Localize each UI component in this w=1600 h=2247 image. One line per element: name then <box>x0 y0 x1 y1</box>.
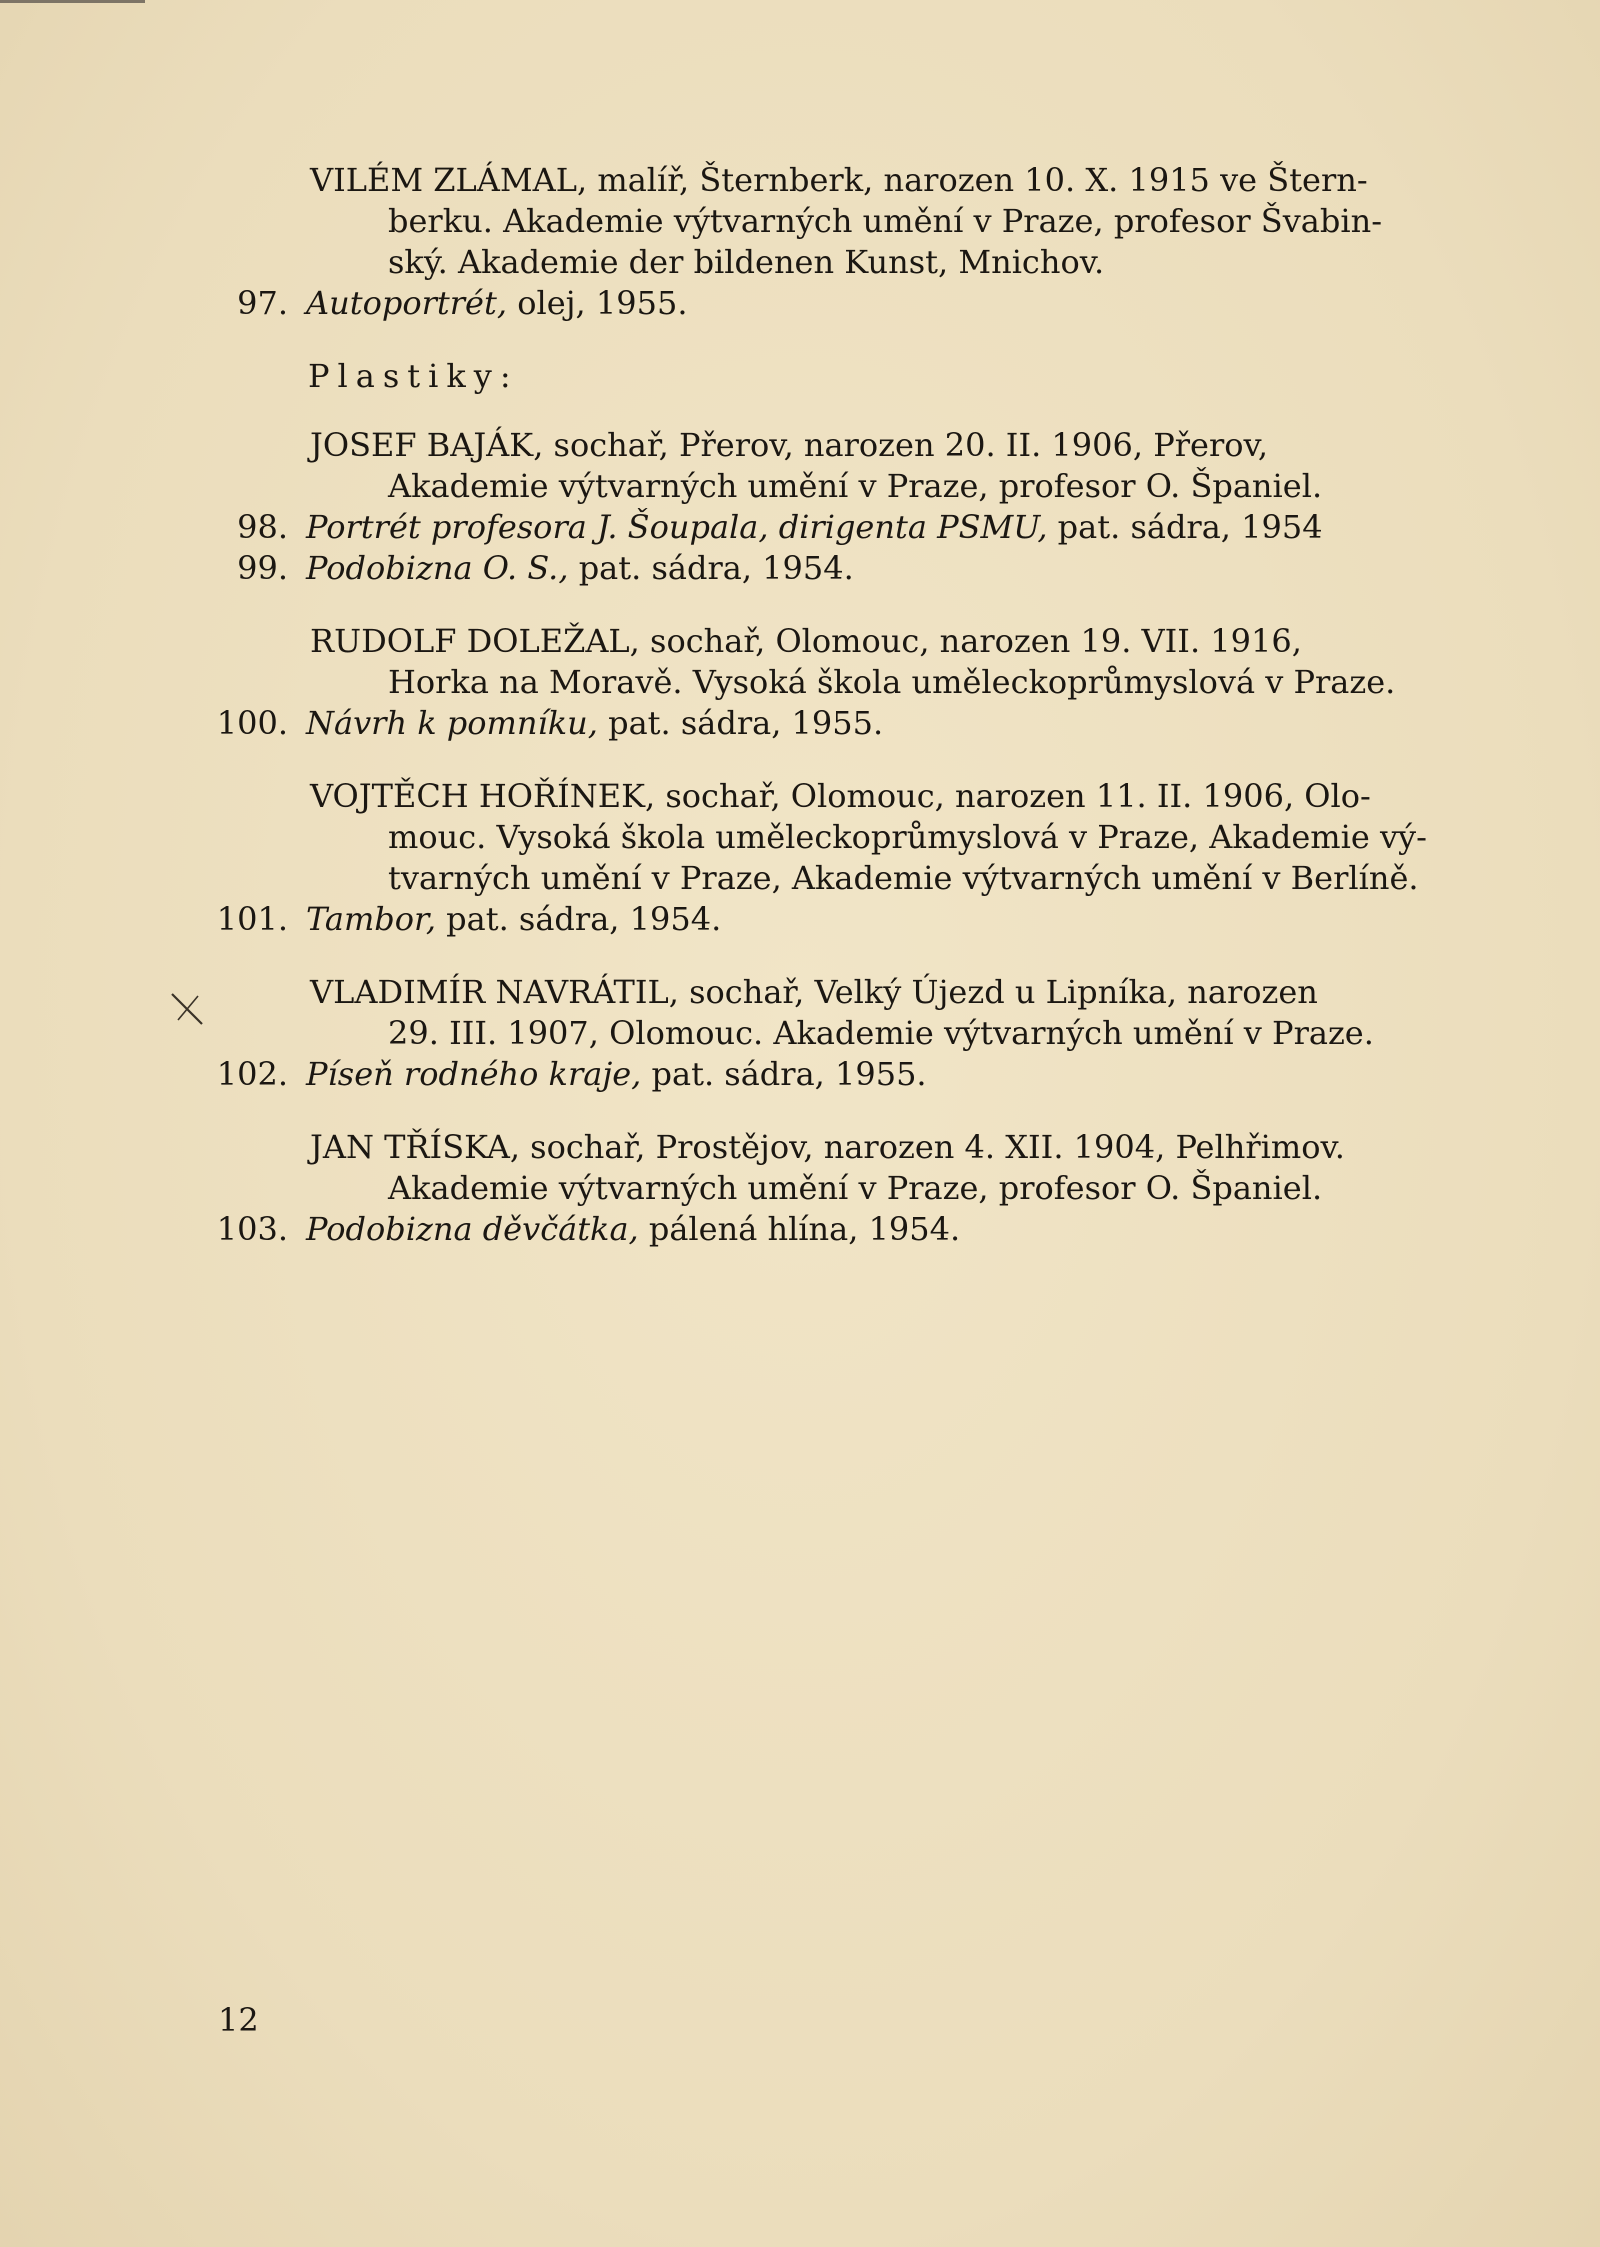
bio-line: Akademie výtvarných umění v Praze, profesor O. Španiel. <box>388 1169 1323 1207</box>
work-title: Autoportrét, <box>306 284 508 322</box>
entry-number: 102. <box>216 1055 288 1093</box>
entry-number: 100. <box>216 704 288 742</box>
bio-line: mouc. Vysoká škola uměleckoprůmyslová v Praze, Akademie vý- <box>388 818 1427 856</box>
work-title: Portrét profesora J. Šoupala, dirigenta PSMU, <box>306 508 1048 546</box>
bio-line: tvarných umění v Praze, Akademie výtvarných umění v Berlíně. <box>388 859 1419 897</box>
catalog-entry <box>0 1209 1600 1250</box>
bio-line: ský. Akademie der bildenen Kunst, Mnichov. <box>388 243 1105 281</box>
artist-bio-dolezal <box>310 621 1470 703</box>
entry-text <box>306 899 721 940</box>
catalog-entry <box>0 1054 1600 1095</box>
work-detail: pat. sádra, 1955. <box>597 704 884 742</box>
entry-number: 97. <box>237 284 288 322</box>
bio-line: berku. Akademie výtvarných umění v Praze, profesor Švabin- <box>388 202 1383 240</box>
entry-number: 99. <box>237 549 288 587</box>
bio-line: VOJTĚCH HOŘÍNEK, sochař, Olomouc, narozen 11. II. 1906, Olo- <box>310 777 1371 815</box>
work-detail: pat. sádra, 1954 <box>1047 508 1323 546</box>
work-title: Podobizna O. S., <box>306 549 569 587</box>
work-title: Píseň rodného kraje, <box>306 1055 642 1093</box>
work-detail: pálená hlína, 1954. <box>638 1210 961 1248</box>
catalog-entry <box>0 703 1600 744</box>
catalog-entry <box>0 507 1600 548</box>
entry-number: 103. <box>216 1210 288 1248</box>
work-detail: pat. sádra, 1954. <box>568 549 854 587</box>
page-number: 12 <box>218 2001 259 2039</box>
top-edge-line <box>0 0 145 3</box>
catalog-content <box>0 160 1600 1250</box>
catalog-entry <box>0 548 1600 589</box>
work-title: Návrh k pomníku, <box>306 704 598 742</box>
entry-text <box>306 548 854 589</box>
artist-bio-triska <box>310 1127 1470 1209</box>
bio-line: VLADIMÍR NAVRÁTIL, sochař, Velký Újezd u Lipníka, narozen <box>310 973 1318 1011</box>
work-detail: pat. sádra, 1955. <box>641 1055 927 1093</box>
work-title: Podobizna děvčátka, <box>306 1210 639 1248</box>
bio-line: RUDOLF DOLEŽAL, sochař, Olomouc, narozen 19. VII. 1916, <box>310 622 1302 660</box>
pencil-cross-mark-icon <box>168 990 208 1030</box>
entry-text <box>306 1209 960 1250</box>
bio-line: VILÉM ZLÁMAL, malíř, Šternberk, narozen 10. X. 1915 ve Štern- <box>310 161 1368 199</box>
bio-line: Akademie výtvarných umění v Praze, profesor O. Španiel. <box>388 467 1323 505</box>
entry-text <box>306 283 688 324</box>
entry-text <box>306 1054 927 1095</box>
work-title: Tambor, <box>306 900 436 938</box>
catalog-entry <box>0 283 1600 324</box>
entry-number: 98. <box>237 508 288 546</box>
bio-line: JAN TŘÍSKA, sochař, Prostějov, narozen 4. XII. 1904, Pelhřimov. <box>310 1128 1345 1166</box>
artist-bio-bajak <box>310 425 1470 507</box>
entry-number: 101. <box>216 900 288 938</box>
catalog-entry <box>0 899 1600 940</box>
work-detail: pat. sádra, 1954. <box>435 900 722 938</box>
section-heading-sculptures: Plastiky: <box>308 357 519 395</box>
artist-bio-navratil <box>310 972 1470 1054</box>
artist-bio-horinek <box>310 776 1470 899</box>
work-detail: olej, 1955. <box>507 284 688 322</box>
entry-text <box>306 507 1323 548</box>
entry-text <box>306 703 883 744</box>
bio-line: 29. III. 1907, Olomouc. Akademie výtvarných umění v Praze. <box>388 1014 1374 1052</box>
bio-line: JOSEF BAJÁK, sochař, Přerov, narozen 20. II. 1906, Přerov, <box>310 426 1268 464</box>
bio-line: Horka na Moravě. Vysoká škola uměleckoprůmyslová v Praze. <box>388 663 1396 701</box>
artist-bio-zlamal <box>310 160 1470 283</box>
